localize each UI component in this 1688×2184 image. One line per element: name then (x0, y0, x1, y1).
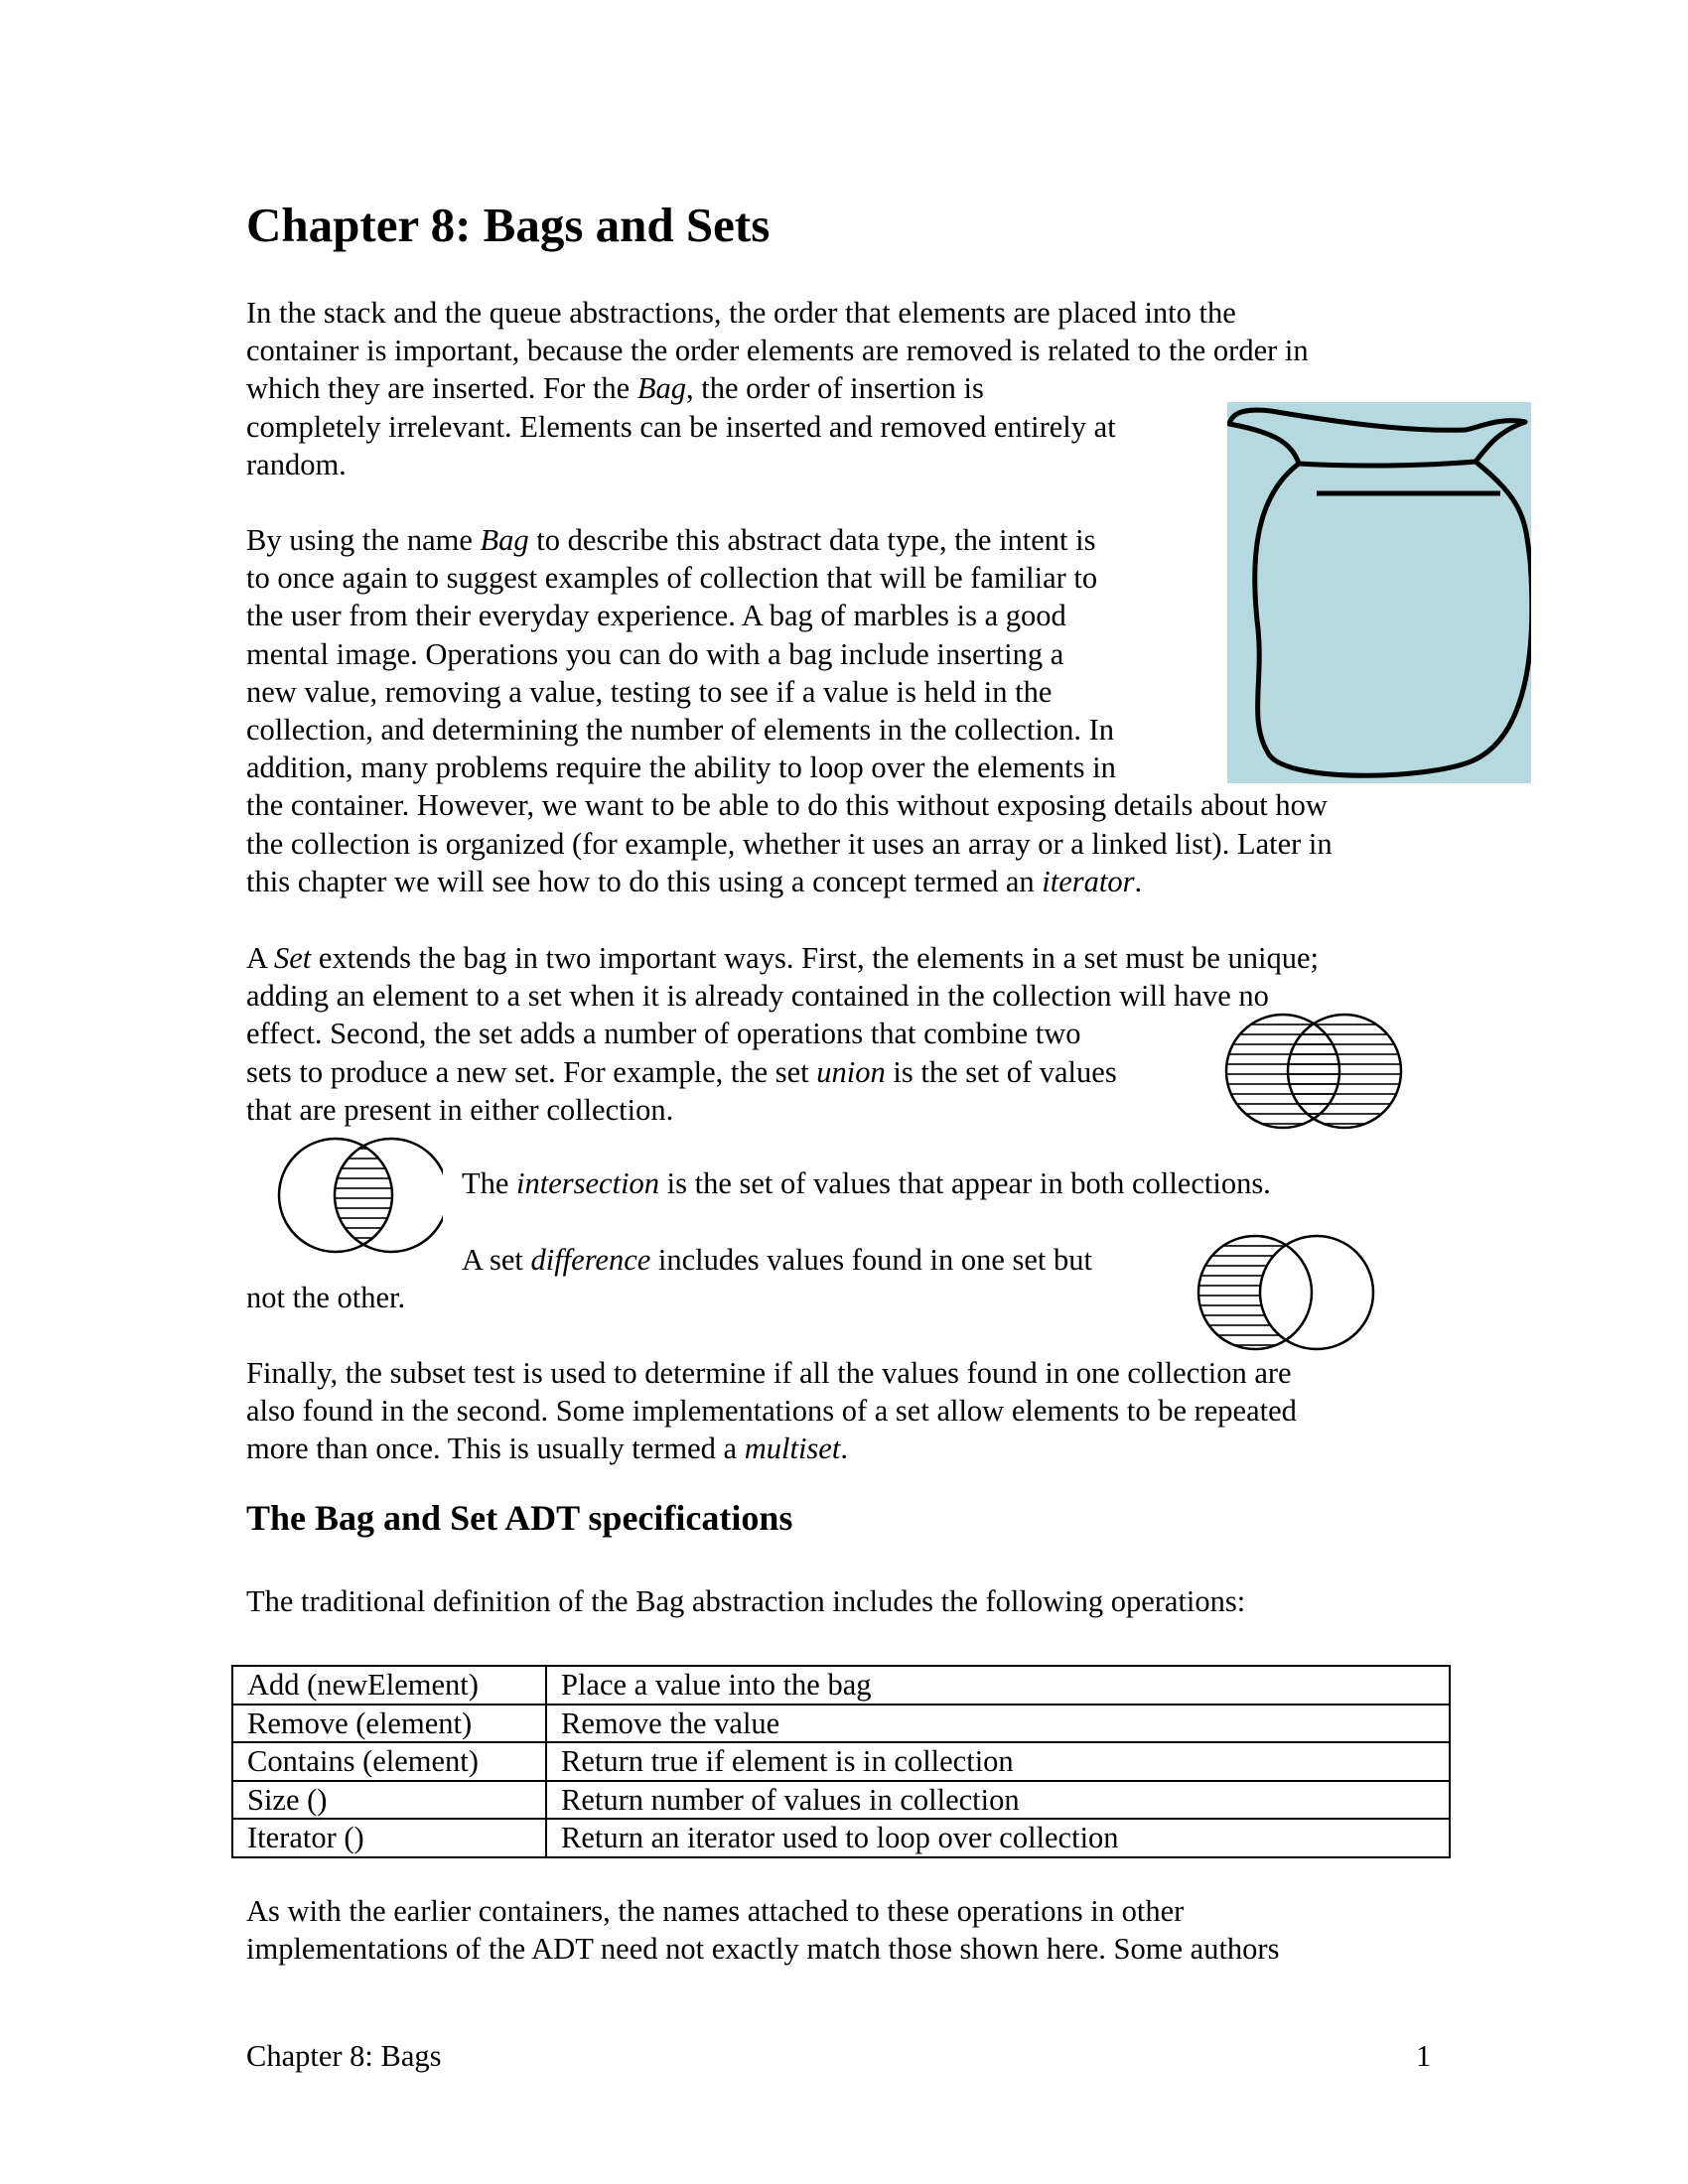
operation-name: Remove (element) (232, 1705, 546, 1743)
intro-paragraph (246, 294, 1309, 483)
text-line (246, 939, 1319, 977)
text-line (246, 786, 1333, 824)
text-run: effect. Second, the set adds a number of operations that combine two (246, 1017, 1081, 1051)
text-line (246, 749, 1333, 786)
bag-operations-table (231, 1665, 1451, 1858)
section-heading: The Bag and Set ADT specifications (246, 1498, 793, 1538)
text-run: completely irrelevant. Elements can be inserted and removed entirely at (246, 409, 1116, 444)
text-line (246, 1430, 1297, 1467)
text-line (246, 977, 1319, 1015)
intersection-venn-diagram (254, 1134, 443, 1257)
subset-paragraph (246, 1354, 1297, 1468)
emphasized-term: iterator (1042, 864, 1135, 898)
text-run: random. (246, 447, 347, 481)
operation-description: Place a value into the bag (546, 1666, 1450, 1705)
text-line (246, 332, 1309, 369)
text-run: A (246, 941, 274, 975)
text-run: more than once. This is usually termed a (246, 1432, 745, 1466)
text-run: implementations of the ADT need not exactly match those shown here. Some authors (246, 1932, 1280, 1967)
operation-description: Remove the value (546, 1705, 1450, 1743)
text-run: addition, many problems require the ability to loop over the elements in (246, 751, 1116, 785)
text-run: By using the name (246, 523, 481, 557)
text-line (246, 1354, 1297, 1392)
emphasized-term: Bag (480, 523, 529, 557)
page-title: Chapter 8: Bags and Sets (246, 198, 771, 252)
text-run: Finally, the subset test is used to determine if all the values found in one collection are (246, 1356, 1292, 1390)
text-line (246, 825, 1333, 863)
text-line (246, 559, 1333, 597)
operation-name: Contains (element) (232, 1742, 546, 1781)
text-run: In the stack and the queue abstractions, the order that elements are placed into the (246, 296, 1236, 330)
difference-paragraph-continued: not the other. (246, 1281, 406, 1314)
emphasized-term: intersection (516, 1166, 660, 1200)
text-run: , the order of insertion is (685, 371, 984, 406)
text-line (246, 863, 1333, 900)
text-run: mental image. Operations you can do with a bag include inserting a (246, 636, 1064, 671)
text-run: to once again to suggest examples of collection that will be familiar to (246, 561, 1098, 596)
emphasized-term: multiset (744, 1432, 841, 1466)
operation-name: Iterator () (232, 1819, 546, 1857)
text-line (246, 673, 1333, 711)
union-set-b (1288, 1015, 1401, 1128)
text-line (246, 369, 1309, 407)
table-intro-paragraph: The traditional definition of the Bag abstraction includes the following operations: (246, 1584, 1246, 1618)
emphasized-term: union (816, 1054, 886, 1089)
text-run: new value, removing a value, testing to see if a value is held in the (246, 674, 1053, 709)
text-run: the user from their everyday experience. A bag of marbles is a good (246, 599, 1066, 633)
text-line (246, 1015, 1319, 1052)
text-line (246, 408, 1309, 446)
bag-name-paragraph (246, 521, 1333, 900)
text-line (246, 1053, 1319, 1091)
union-venn-diagram (1221, 1010, 1406, 1133)
operation-description: Return true if element is in collection (546, 1742, 1450, 1781)
emphasized-term: difference (530, 1243, 651, 1277)
operation-name: Size () (232, 1781, 546, 1820)
footer-page-number: 1 (1416, 2039, 1432, 2073)
text-run: adding an element to a set when it is already contained in the collection will have no (246, 979, 1269, 1014)
intersection-paragraph (462, 1164, 1271, 1202)
difference-venn-diagram (1194, 1231, 1378, 1354)
text-line (246, 597, 1333, 634)
text-run: that are present in either collection. (246, 1092, 674, 1127)
text-line (246, 1392, 1297, 1430)
text-run: A set (462, 1243, 531, 1277)
text-run: is the set of values (885, 1054, 1117, 1089)
text-line (246, 294, 1309, 332)
text-run: which they are inserted. For the (246, 371, 637, 406)
text-line (246, 711, 1333, 749)
text-run: As with the earlier containers, the names attached to these operations in other (246, 1894, 1185, 1928)
emphasized-term: Bag (636, 371, 686, 406)
operation-description: Return an iterator used to loop over collection (546, 1819, 1450, 1857)
set-intro-paragraph (246, 939, 1319, 1129)
text-run: The (462, 1166, 517, 1200)
text-run: collection, and determining the number of elements in the collection. In (246, 713, 1115, 748)
difference-paragraph (462, 1241, 1092, 1279)
text-run: the container. However, we want to be able to do this without exposing details about how (246, 788, 1328, 823)
table-row (232, 1742, 1450, 1781)
table-row (232, 1705, 1450, 1743)
text-run: also found in the second. Some implementations of a set allow elements to be repeated (246, 1394, 1297, 1429)
footer-chapter-label: Chapter 8: Bags (246, 2039, 442, 2073)
closing-paragraph (246, 1892, 1279, 1968)
operation-description: Return number of values in collection (546, 1781, 1450, 1820)
text-run: is the set of values that appear in both collections. (659, 1166, 1271, 1200)
text-run: . (840, 1432, 848, 1466)
operation-name: Add (newElement) (232, 1666, 546, 1705)
text-run: the collection is organized (for example, whether it uses an array or a linked list). Later in (246, 826, 1333, 861)
text-line (246, 521, 1333, 559)
text-run: extends the bag in two important ways. First, the elements in a set must be unique; (311, 941, 1320, 975)
text-run: . (1134, 864, 1143, 898)
emphasized-term: Set (273, 941, 312, 975)
text-line (246, 446, 1309, 483)
text-line (246, 1930, 1279, 1968)
table-row (232, 1819, 1450, 1857)
text-line (246, 635, 1333, 673)
text-line (246, 1892, 1279, 1930)
text-run: sets to produce a new set. For example, the set (246, 1054, 817, 1089)
text-run: to describe this abstract data type, the intent is (528, 523, 1096, 557)
text-line (246, 1091, 1319, 1129)
table-row (232, 1781, 1450, 1820)
text-run: container is important, because the order elements are removed is related to the order in (246, 334, 1309, 368)
text-run: this chapter we will see how to do this using a concept termed an (246, 864, 1043, 898)
text-run: includes values found in one set but (650, 1243, 1093, 1277)
table-row (232, 1666, 1450, 1705)
